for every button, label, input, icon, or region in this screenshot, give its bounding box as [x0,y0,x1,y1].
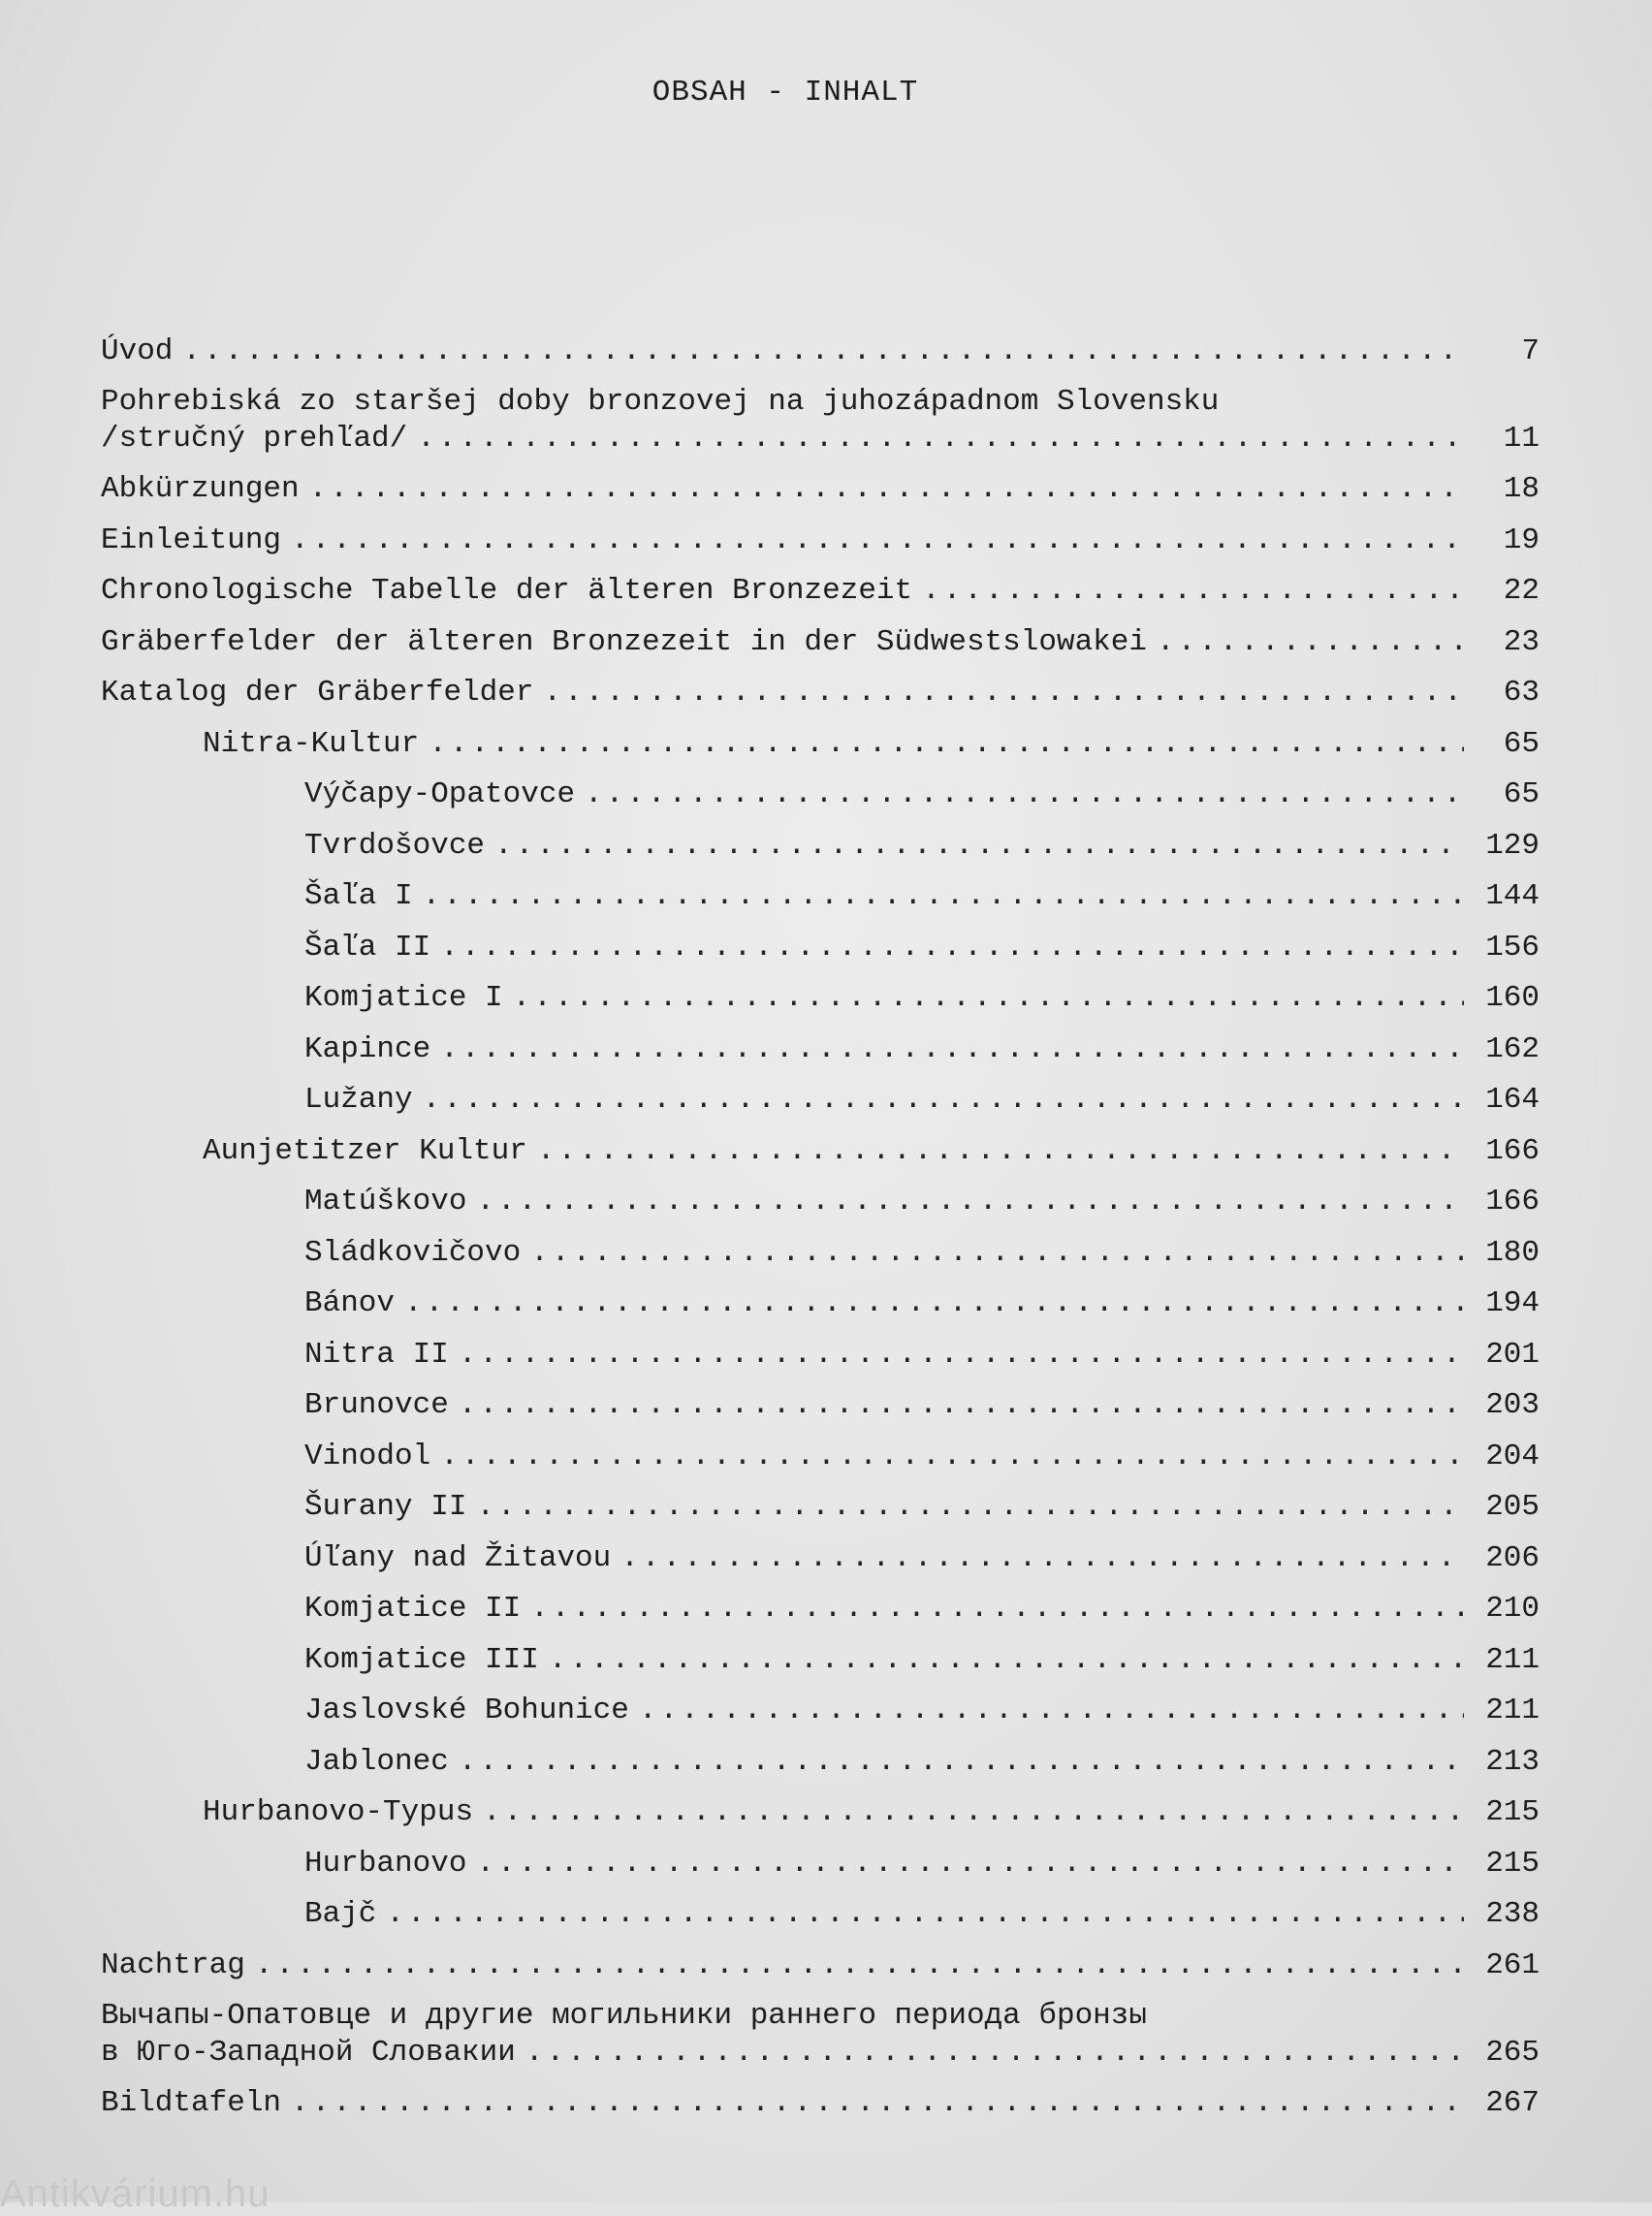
dot-leader [440,1439,1464,1475]
toc-entry-title: Šurany II [304,1490,467,1524]
dot-leader [620,1540,1464,1577]
toc-entry [101,718,1540,770]
toc-entry-title: Nitra II [304,1337,449,1372]
toc-page-number: 19 [1503,522,1540,557]
dot-leader [476,1846,1464,1883]
toc-entry-title: в Юго-Западной Словакии [101,2035,516,2070]
toc-entry-title-line1: Pohrebiská zo staršej doby bronzovej na juhozápadnom Slovensku [101,384,1220,419]
toc-page-number: 162 [1485,1031,1540,1066]
dot-leader [530,1235,1464,1272]
dot-leader [537,1133,1464,1170]
toc-entry-title: Nachtrag [101,1947,245,1982]
toc-entry [101,326,1540,377]
toc-entry [101,871,1540,923]
toc-page-number: 18 [1503,472,1540,506]
toc-entry-title: Úľany nad Žitavou [304,1540,612,1575]
dot-leader [182,333,1464,370]
toc-page-number: 23 [1503,624,1540,659]
toc-entry [101,464,1540,516]
toc-page-number: 201 [1485,1337,1540,1372]
toc-entry [101,566,1540,617]
dot-leader [525,2035,1464,2072]
toc-entry-title: Brunovce [304,1388,449,1422]
toc-entry [101,1991,1540,2078]
toc-entry-title: Bajč [304,1897,377,1931]
dot-leader [459,1744,1464,1781]
toc-entry-title: Jablonec [304,1744,449,1779]
dot-leader [423,1082,1464,1119]
toc-entry [101,1024,1540,1075]
toc-page-number: 156 [1485,930,1540,965]
toc-entry-title: Sládkovičovo [304,1235,522,1270]
toc-entry-title: Nitra-Kultur [203,726,420,761]
dot-leader [404,1285,1464,1322]
toc-page-number: 63 [1503,676,1540,710]
toc-page-number: 238 [1485,1897,1540,1931]
toc-entry [101,1125,1540,1177]
dot-leader [483,1794,1464,1831]
toc-entry [101,770,1540,821]
toc-entry [101,617,1540,668]
toc-page-number: 160 [1485,981,1540,1015]
toc-entry-title: Hurbanovo-Typus [203,1795,474,1829]
toc-entry [101,1889,1540,1941]
toc-entry [101,668,1540,719]
toc-entry-title: Vinodol [304,1439,431,1473]
toc-entry [101,820,1540,871]
toc-entry-title: Hurbanovo [304,1846,467,1881]
toc-entry-title: Abkürzungen [101,472,300,506]
toc-entry [101,515,1540,566]
toc-page-number: 65 [1503,777,1540,811]
toc-entry [101,1686,1540,1737]
dot-leader [386,1896,1464,1933]
toc-entry-title: Jaslovské Bohunice [304,1694,629,1727]
toc-entry [101,2078,1540,2130]
toc-entry-title: /stručný prehľad/ [101,421,408,456]
toc-page-number: 180 [1485,1235,1540,1270]
dot-leader [423,878,1464,915]
toc-page-number: 7 [1521,333,1540,368]
toc-entry-title: Bánov [304,1286,396,1320]
dot-leader [922,573,1464,610]
dot-leader [291,522,1464,559]
toc-entry [101,922,1540,973]
toc-entry [101,1279,1540,1330]
dot-leader [476,1489,1464,1526]
toc-page-number: 11 [1503,421,1540,456]
toc-page-number: 65 [1503,726,1540,761]
toc-entry [101,1329,1540,1380]
toc-page-number: 261 [1485,1947,1540,1982]
toc-page-number: 194 [1485,1286,1540,1320]
toc-page-number: 210 [1485,1592,1540,1626]
toc-page-number: 166 [1485,1185,1540,1219]
toc-entry-title: Výčapy-Opatovce [304,777,576,811]
dot-leader [543,675,1464,712]
toc-entry-title: Komjatice III [304,1642,539,1677]
toc-entry [101,1380,1540,1432]
toc-entry [101,1634,1540,1686]
dot-leader [291,2085,1464,2122]
toc-entry-title: Tvrdošovce [304,828,486,863]
toc-entry-title: Bildtafeln [101,2086,282,2120]
toc-entry [101,1075,1540,1126]
toc-entry [101,1584,1540,1635]
toc-entry [101,1431,1540,1482]
toc-entry-title: Matúškovo [304,1185,467,1219]
dot-leader [639,1693,1464,1729]
dot-leader [1157,624,1464,661]
toc-entry-title: Katalog der Gräberfelder [101,676,534,710]
toc-page-number: 215 [1485,1795,1540,1829]
toc-entry [101,973,1540,1025]
toc-page-number: 164 [1485,1083,1540,1117]
dot-leader [417,421,1464,458]
toc-entry [101,1838,1540,1889]
toc-entry-title-line1: Вычапы-Опатовце и другие могильники раннего периода бронзы [101,1998,1147,2033]
page-title: OBSAH - INHALT [651,76,919,110]
toc-page-number: 211 [1485,1642,1540,1677]
dot-leader [429,726,1464,763]
toc-entry [101,1788,1540,1839]
dot-leader [459,1387,1464,1424]
toc-page-number: 206 [1485,1540,1540,1575]
dot-leader [513,980,1464,1017]
toc-page-number: 211 [1485,1694,1540,1727]
dot-leader [585,776,1464,813]
dot-leader [549,1642,1464,1679]
toc-entry-title: Einleitung [101,522,282,557]
toc-entry-title: Šaľa I [304,879,413,913]
watermark: Antikvárium.hu [0,2172,270,2215]
dot-leader [476,1184,1464,1220]
toc-page-number: 265 [1485,2035,1540,2070]
toc-page-number: 22 [1503,574,1540,608]
toc-page-number: 166 [1485,1133,1540,1168]
toc-page-number: 205 [1485,1490,1540,1524]
toc-entry-title: Komjatice I [304,981,503,1015]
toc-entry-title: Lužany [304,1083,413,1117]
toc-entry-title: Komjatice II [304,1592,522,1626]
dot-leader [530,1591,1464,1628]
toc-entry-title: Úvod [101,333,174,368]
toc-entry-title: Chronologische Tabelle der älteren Bronzezeit [101,574,913,608]
dot-leader [255,1947,1464,1984]
toc-entry [101,1482,1540,1534]
toc-entry-title: Aunjetitzer Kultur [203,1133,527,1168]
table-of-contents [101,326,1540,2129]
toc-entry [101,1533,1540,1584]
toc-entry-title: Gräberfelder der älteren Bronzezeit in der Südwestslowakei [101,624,1147,659]
toc-page-number: 213 [1485,1744,1540,1779]
toc-entry-title: Kapince [304,1031,431,1066]
toc-entry [101,1736,1540,1788]
toc-page-number: 267 [1485,2086,1540,2120]
toc-page-number: 215 [1485,1846,1540,1881]
dot-leader [309,471,1464,508]
toc-page-number: 144 [1485,879,1540,913]
toc-entry-title: Šaľa II [304,930,431,965]
dot-leader [440,930,1464,966]
toc-page-number: 203 [1485,1388,1540,1422]
toc-entry [101,377,1540,464]
toc-entry [101,1940,1540,1991]
toc-page-number: 204 [1485,1439,1540,1473]
dot-leader [459,1337,1464,1374]
dot-leader [440,1031,1464,1068]
toc-entry [101,1177,1540,1228]
dot-leader [494,828,1464,865]
toc-entry [101,1227,1540,1279]
toc-page-number: 129 [1485,828,1540,863]
